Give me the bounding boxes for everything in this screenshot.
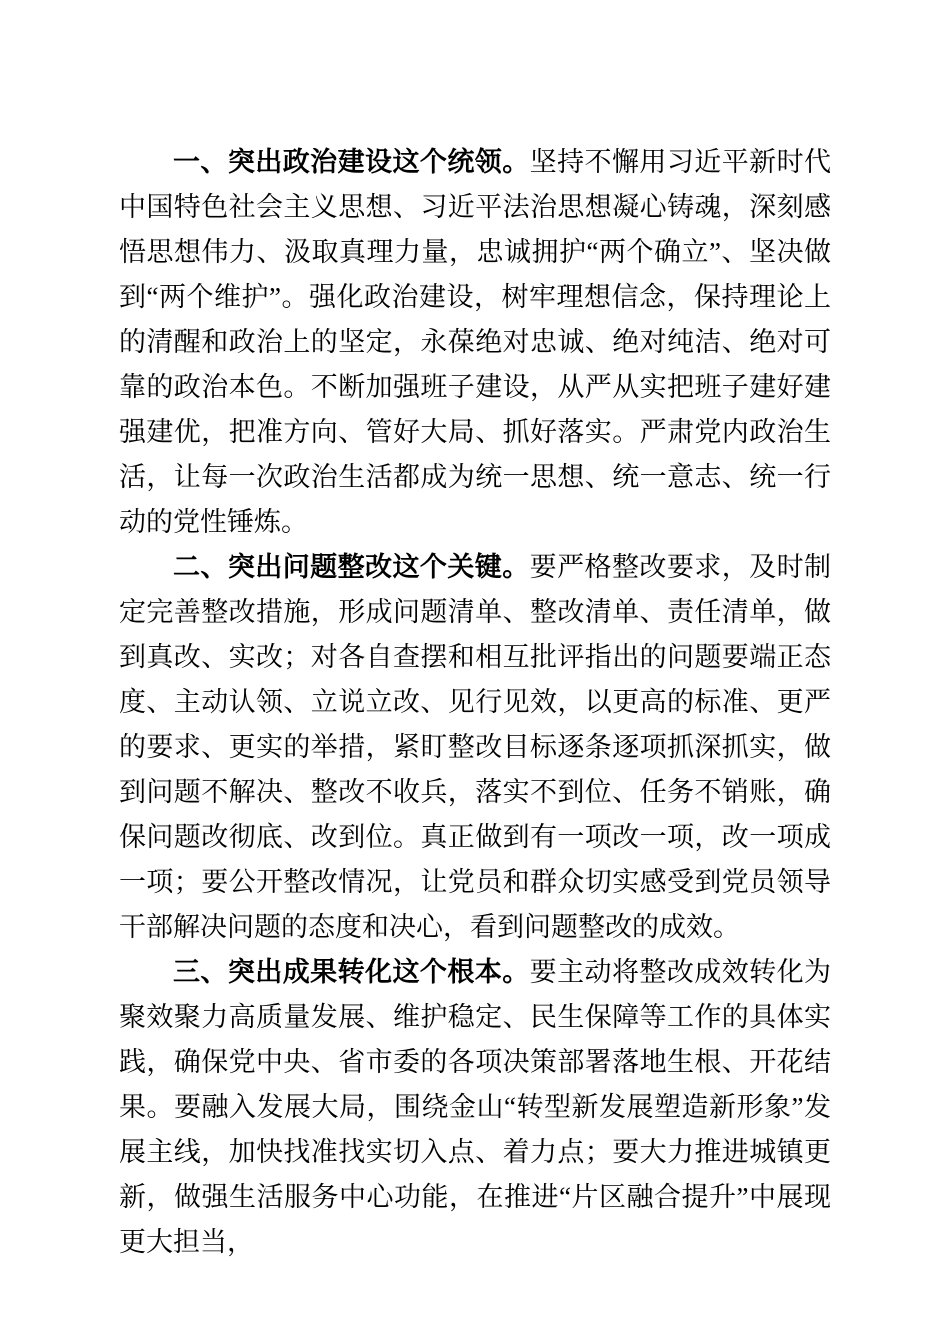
- paragraph-body: 坚持不懈用习近平新时代中国特色社会主义思想、习近平法治思想凝心铸魂，深刻感悟思想伟力、汲取真理力量，忠诚拥护“两个确立”、坚决做到“两个维护”。强化政治建设，树牢理想信念，保持理论上的清醒和政治上的坚定，永葆绝对忠诚、绝对纯洁、绝对可靠的政治本色。不断加强班子建设，从严从实把班子建好建强建优，把准方向、管好大局、抓好落实。严肃党内政治生活，让每一次政治生活都成为统一思想、统一意志、统一行动的党性锤炼。: [119, 147, 832, 537]
- paragraph-heading: 二、突出问题整改这个关键。: [173, 552, 530, 582]
- paragraph-body: 要主动将整改成效转化为聚效聚力高质量发展、维护稳定、民生保障等工作的具体实践，确保党中央、省市委的各项决策部署落地生根、开花结果。要融入发展大局，围绕金山“转型新发展塑造新形象”发展主线，加快找准找实切入点、着力点；要大力推进城镇更新，做强生活服务中心功能，在推进“片区融合提升”中展现更大担当，: [119, 957, 832, 1257]
- paragraph-political-building: [119, 140, 831, 545]
- paragraph-heading: 三、突出成果转化这个根本。: [173, 957, 530, 987]
- paragraph-heading: 一、突出政治建设这个统领。: [173, 147, 530, 177]
- paragraph-results-transformation: [119, 950, 831, 1265]
- paragraph-problem-rectification: [119, 545, 831, 950]
- paragraph-body: 要严格整改要求，及时制定完善整改措施，形成问题清单、整改清单、责任清单，做到真改、实改；对各自查摆和相互批评指出的问题要端正态度、主动认领、立说立改、见行见效，以更高的标准、更严的要求、更实的举措，紧盯整改目标逐条逐项抓深抓实，做到问题不解决、整改不收兵，落实不到位、任务不销账，确保问题改彻底、改到位。真正做到有一项改一项，改一项成一项；要公开整改情况，让党员和群众切实感受到党员领导干部解决问题的态度和决心，看到问题整改的成效。: [119, 552, 832, 942]
